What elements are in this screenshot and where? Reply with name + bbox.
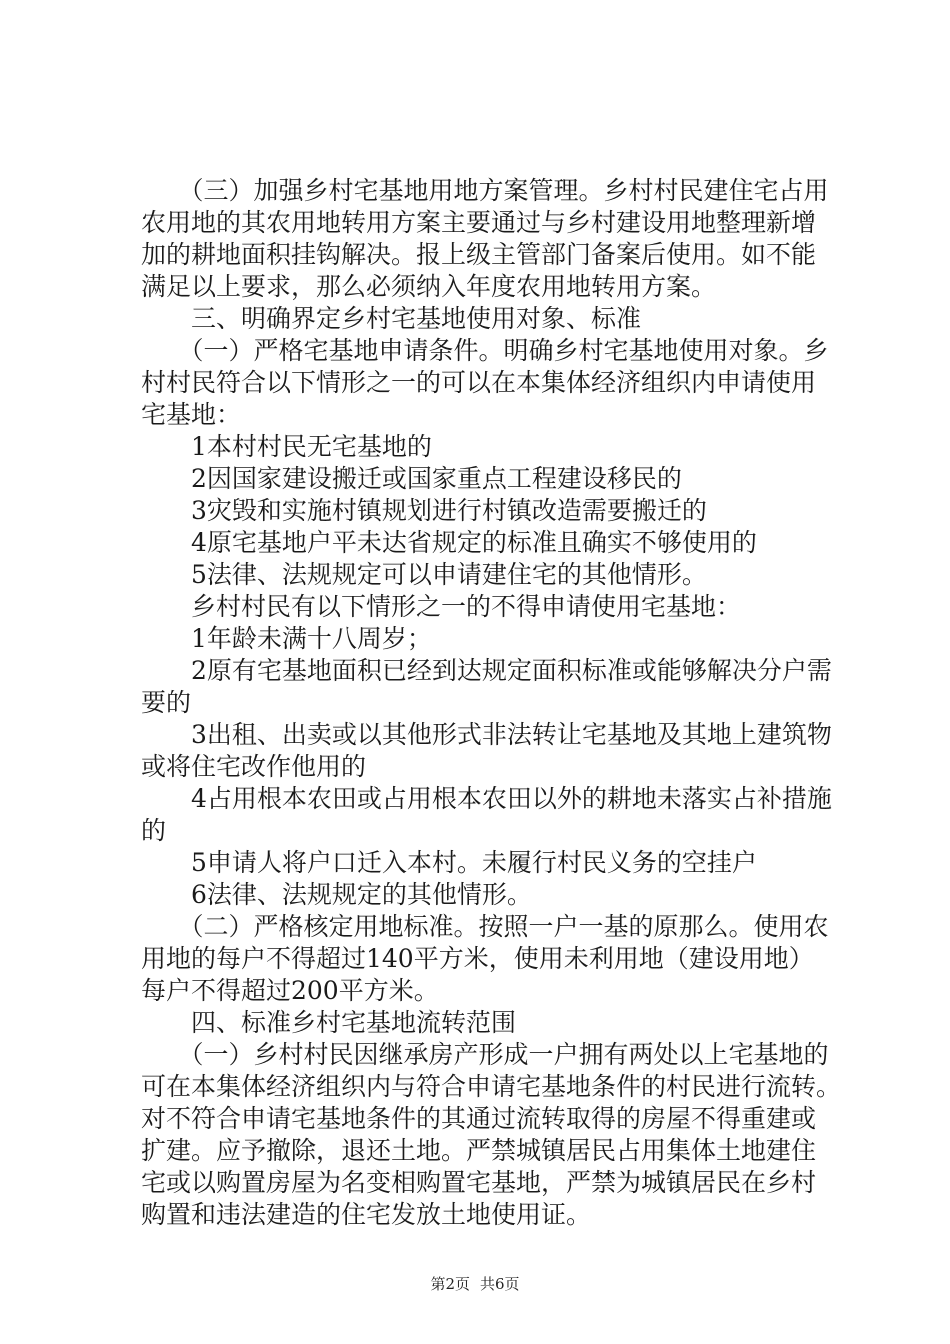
text-line: 每户不得超过200平方米。 [141, 976, 439, 1005]
list-item: 2因国家建设搬迁或国家重点工程建设移民的 [141, 464, 682, 493]
text-line: 农用地的其农用地转用方案主要通过与乡村建设用地整理新增 [141, 208, 817, 237]
document-body [141, 175, 841, 1231]
text-line: （一）乡村村民因继承房产形成一户拥有两处以上宅基地的 [141, 1040, 829, 1069]
text-line: 扩建。应予撤除，退还土地。严禁城镇居民占用集体土地建住 [141, 1136, 817, 1165]
text-line: （二）严格核定用地标准。按照一户一基的原那么。使用农 [141, 912, 829, 941]
list-item: 1年龄未满十八周岁； [141, 624, 432, 653]
text-line: 村村民符合以下情形之一的可以在本集体经济组织内申请使用 [141, 368, 817, 397]
text-line: 的 [141, 816, 167, 845]
text-line: 或将住宅改作他用的 [141, 752, 367, 781]
text-line: 用地的每户不得超过140平方米，使用未利用地（建设用地） [141, 944, 814, 973]
list-item: 4原宅基地户平未达省规定的标准且确实不够使用的 [141, 528, 757, 557]
text-line: （一）严格宅基地申请条件。明确乡村宅基地使用对象。乡 [141, 336, 829, 365]
list-item: 1本村村民无宅基地的 [141, 432, 432, 461]
section-heading: 四、标准乡村宅基地流转范围 [141, 1008, 517, 1037]
list-item: 2原有宅基地面积已经到达规定面积标准或能够解决分户需 [141, 656, 832, 685]
list-item: 5申请人将户口迁入本村。未履行村民义务的空挂户 [141, 848, 757, 877]
text-line: 满足以上要求，那么必须纳入年度农用地转用方案。 [141, 272, 717, 301]
text-line: 宅基地： [141, 400, 242, 429]
text-line: 要的 [141, 688, 192, 717]
page-total: 共6页 [480, 1275, 520, 1293]
page-footer [0, 1274, 950, 1294]
text-line: 购置和违法建造的住宅发放土地使用证。 [141, 1200, 592, 1229]
list-item: 3出租、出卖或以其他形式非法转让宅基地及其地上建筑物 [141, 720, 832, 749]
list-item: 5法律、法规规定可以申请建住宅的其他情形。 [141, 560, 707, 589]
list-item: 6法律、法规规定的其他情形。 [141, 880, 532, 909]
text-line: 乡村村民有以下情形之一的不得申请使用宅基地： [141, 592, 742, 621]
text-line: 宅或以购置房屋为名变相购置宅基地，严禁为城镇居民在乡村 [141, 1168, 817, 1197]
text-line: 对不符合申请宅基地条件的其通过流转取得的房屋不得重建或 [141, 1104, 817, 1133]
text-line: （三）加强乡村宅基地用地方案管理。乡村村民建住宅占用 [141, 176, 829, 205]
text-line: 加的耕地面积挂钩解决。报上级主管部门备案后使用。如不能 [141, 240, 817, 269]
text-line: 可在本集体经济组织内与符合申请宅基地条件的村民进行流转。 [141, 1072, 842, 1101]
page-number: 第2页 [430, 1275, 470, 1293]
section-heading: 三、明确界定乡村宅基地使用对象、标准 [141, 304, 642, 333]
list-item: 3灾毁和实施村镇规划进行村镇改造需要搬迁的 [141, 496, 707, 525]
list-item: 4占用根本农田或占用根本农田以外的耕地未落实占补措施 [141, 784, 832, 813]
